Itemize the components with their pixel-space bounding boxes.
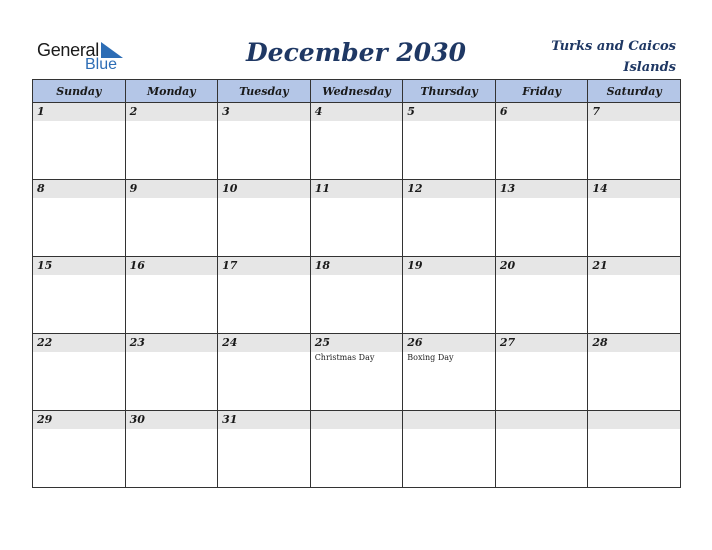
day-number-bar (126, 411, 218, 429)
day-cell (310, 257, 403, 334)
week-row (33, 180, 681, 257)
day-number: 1 (37, 105, 45, 118)
day-number-bar (403, 180, 495, 198)
day-number-bar (218, 257, 310, 275)
holiday-label: Christmas Day (314, 353, 375, 362)
day-cell (495, 180, 588, 257)
day-cell (495, 103, 588, 180)
day-number-bar (496, 257, 588, 275)
day-cell (125, 334, 218, 411)
day-number: 5 (407, 105, 415, 118)
day-cell (218, 334, 311, 411)
day-number-bar (311, 411, 403, 429)
day-number-bar (311, 334, 403, 352)
day-number: 27 (499, 336, 516, 349)
day-cell (310, 180, 403, 257)
weekday-header: Tuesday (218, 80, 311, 103)
day-number-bar (403, 334, 495, 352)
weekday-header: Monday (125, 80, 218, 103)
day-number: 22 (37, 336, 53, 349)
day-number-bar (33, 257, 125, 275)
day-number: 8 (37, 182, 45, 195)
day-number-bar (126, 257, 218, 275)
day-number-bar (33, 180, 125, 198)
day-number-bar (496, 411, 588, 429)
day-cell (403, 411, 496, 488)
day-number-bar (588, 411, 680, 429)
day-number: 25 (314, 336, 330, 349)
day-cell (588, 334, 681, 411)
day-cell (403, 180, 496, 257)
generalblue-logo (37, 40, 137, 74)
day-number: 3 (222, 105, 230, 118)
day-number: 14 (592, 182, 608, 195)
day-number: 21 (592, 259, 608, 272)
day-number: 13 (499, 182, 516, 195)
day-cell (310, 411, 403, 488)
day-number: 19 (407, 259, 423, 272)
day-number-bar (311, 257, 403, 275)
calendar-grid (32, 79, 681, 488)
day-number: 18 (314, 259, 330, 272)
logo-blue-text: Blue (85, 56, 118, 73)
day-cell (33, 103, 126, 180)
day-number-bar (588, 180, 680, 198)
day-number-bar (496, 334, 588, 352)
day-number: 20 (499, 259, 516, 272)
day-number-bar (311, 103, 403, 121)
day-number: 4 (314, 105, 323, 118)
day-number: 11 (314, 182, 330, 195)
day-number: 26 (407, 336, 423, 349)
day-number: 7 (592, 105, 601, 118)
day-number: 29 (37, 413, 53, 426)
day-number: 15 (37, 259, 53, 272)
day-number: 10 (222, 182, 238, 195)
day-number-bar (496, 103, 588, 121)
day-number-bar (33, 103, 125, 121)
day-number-bar (403, 103, 495, 121)
day-number-bar (311, 180, 403, 198)
day-cell (310, 334, 403, 411)
weekday-header: Saturday (588, 80, 681, 103)
day-number-bar (403, 257, 495, 275)
day-number: 31 (222, 413, 238, 426)
day-cell (125, 180, 218, 257)
weekday-header: Friday (495, 80, 588, 103)
day-cell (33, 411, 126, 488)
day-cell (125, 103, 218, 180)
day-number-bar (126, 103, 218, 121)
day-cell (218, 257, 311, 334)
day-cell (33, 257, 126, 334)
calendar-title: December 2030 (245, 38, 466, 67)
week-row (33, 103, 681, 180)
day-number-bar (126, 334, 218, 352)
day-cell (588, 257, 681, 334)
day-cell (495, 257, 588, 334)
day-number: 9 (129, 182, 138, 195)
day-number-bar (588, 103, 680, 121)
day-cell (588, 103, 681, 180)
day-number-bar (33, 411, 125, 429)
day-number-bar (218, 334, 310, 352)
day-cell (125, 411, 218, 488)
day-number-bar (588, 334, 680, 352)
day-cell (218, 103, 311, 180)
region-name: Turks and Caicos Islands (551, 39, 676, 75)
weekday-header: Wednesday (310, 80, 403, 103)
week-row (33, 257, 681, 334)
day-cell (218, 411, 311, 488)
day-number: 23 (129, 336, 145, 349)
logo-general-text: General (37, 40, 99, 60)
day-number: 30 (129, 413, 145, 426)
day-number-bar (218, 180, 310, 198)
day-number: 24 (222, 336, 238, 349)
day-number-bar (588, 257, 680, 275)
day-number: 17 (222, 259, 238, 272)
day-cell (403, 257, 496, 334)
week-row (33, 334, 681, 411)
day-cell (588, 411, 681, 488)
day-number: 28 (592, 336, 608, 349)
day-cell (403, 103, 496, 180)
day-cell (403, 334, 496, 411)
day-number: 2 (129, 105, 138, 118)
day-cell (33, 180, 126, 257)
weekday-header: Thursday (403, 80, 496, 103)
day-number-bar (218, 411, 310, 429)
day-number-bar (126, 180, 218, 198)
day-number: 6 (499, 105, 508, 118)
day-number-bar (33, 334, 125, 352)
day-number-bar (496, 180, 588, 198)
weekday-header-row (33, 80, 681, 103)
day-number-bar (218, 103, 310, 121)
day-number-bar (403, 411, 495, 429)
day-cell (495, 411, 588, 488)
weekday-header: Sunday (33, 80, 126, 103)
day-cell (495, 334, 588, 411)
day-cell (33, 334, 126, 411)
day-cell (125, 257, 218, 334)
day-number: 12 (407, 182, 423, 195)
day-cell (218, 180, 311, 257)
day-cell (588, 180, 681, 257)
holiday-label: Boxing Day (407, 353, 454, 362)
week-row (33, 411, 681, 488)
day-cell (310, 103, 403, 180)
day-number: 16 (129, 259, 145, 272)
calendar-body (33, 103, 681, 488)
